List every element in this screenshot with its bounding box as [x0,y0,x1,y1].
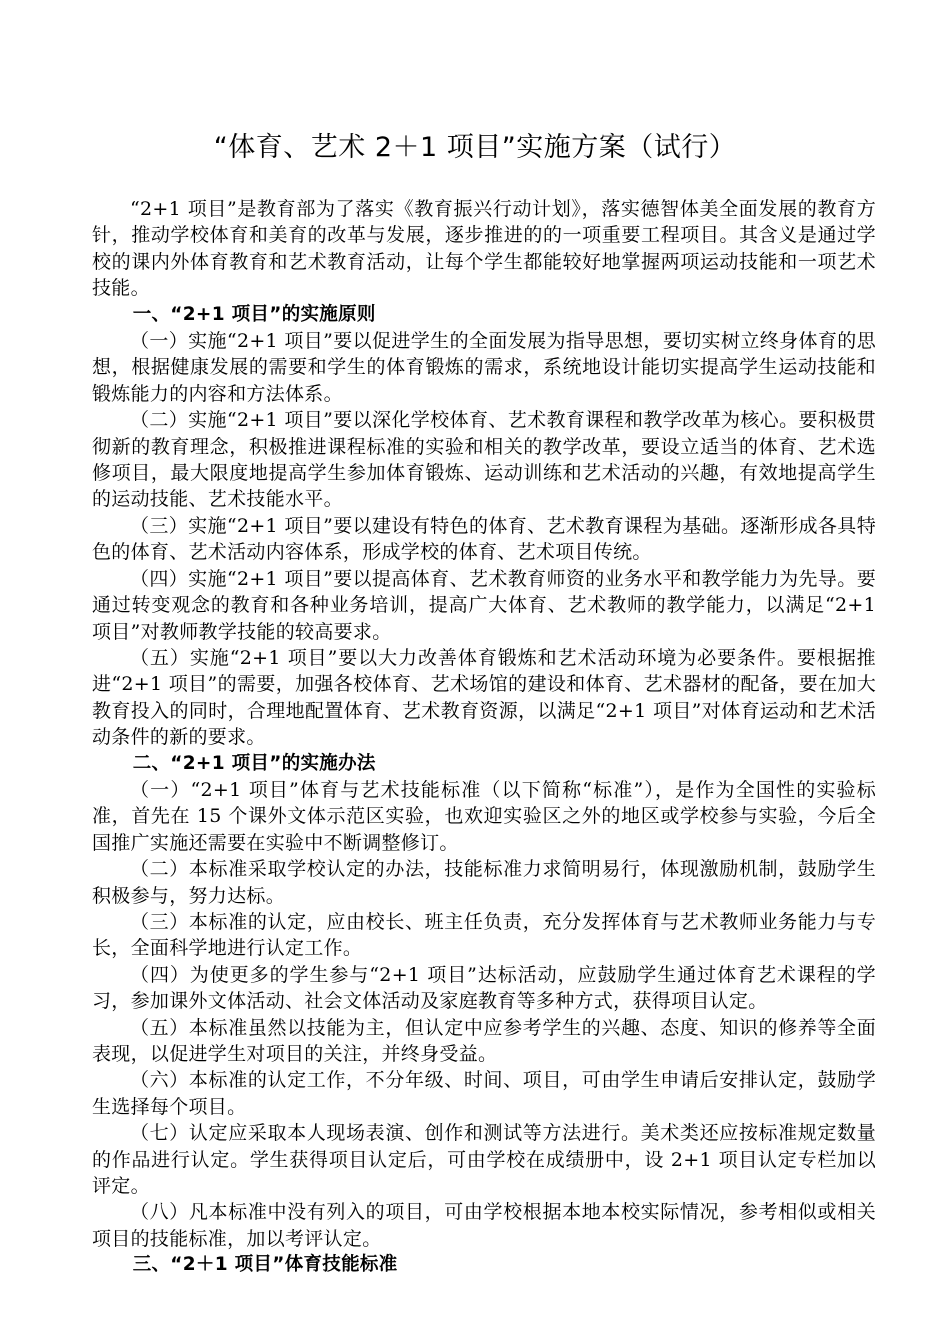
document-title: “体育、艺术 2＋1 项目”实施方案（试行） [213,132,737,163]
principle-paragraph: （二）实施“2+1 项目”要以深化学校体育、艺术教育课程和教学改革为核心。要积极贯彻新的教育理念，积极推进课程标准的实验和相关的教学改革，要设立适当的体育、艺术选修项目，最大限度地提高学生参加体育锻炼、运动训练和艺术活动的兴趣，有效地提高学生的运动技能、艺术技能水平。 [92,409,876,511]
intro-paragraph: “2+1 项目”是教育部为了落实《教育振兴行动计划》，落实德智体美全面发展的教育方针，推动学校体育和美育的改革与发展，逐步推进的的一项重要工程项目。其含义是通过学校的课内外体育教育和艺术教育活动，让每个学生都能较好地掌握两项运动技能和一项艺术技能。 [92,198,876,300]
method-paragraph: （四）为使更多的学生参与“2+1 项目”达标活动，应鼓励学生通过体育艺术课程的学习，参加课外文体活动、社会文体活动及家庭教育等多种方式，获得项目认定。 [92,963,876,1013]
principle-paragraph: （三）实施“2+1 项目”要以建设有特色的体育、艺术教育课程为基础。逐渐形成各具特色的体育、艺术活动内容体系，形成学校的体育、艺术项目传统。 [92,514,876,564]
principle-paragraph: （五）实施“2+1 项目”要以大力改善体育锻炼和艺术活动环境为必要条件。要根据推进“2+1 项目”的需要，加强各校体育、艺术场馆的建设和体育、艺术器材的配备，要在加大教育投入的同时，合理地配置体育、艺术教育资源，以满足“2+1 项目”对体育运动和艺术活动条件的新的要求。 [92,646,876,749]
principle-paragraph: （一）实施“2+1 项目”要以促进学生的全面发展为指导思想，要切实树立终身体育的思想，根据健康发展的需要和学生的体育锻炼的需求，系统地设计能切实提高学生运动技能和锻炼能力的内容和方法体系。 [92,330,876,405]
section-heading-methods: 二、“2+1 项目”的实施办法 [132,752,376,774]
method-paragraph: （三）本标准的认定，应由校长、班主任负责，充分发挥体育与艺术教师业务能力与专长，全面科学地进行认定工作。 [92,910,876,960]
section-heading-sports-standards: 三、“2＋1 项目”体育技能标准 [132,1254,398,1276]
section-heading-principles: 一、“2+1 项目”的实施原则 [132,303,376,325]
method-paragraph: （一）“2+1 项目”体育与艺术技能标准（以下简称“标准”），是作为全国性的实验标准，首先在 15 个课外文体示范区实验，也欢迎实验区之外的地区或学校参与实验，今后全国推广实施还需要在实验中不断调整修订。 [92,778,876,854]
document-body [92,196,876,1279]
method-paragraph: （五）本标准虽然以技能为主，但认定中应参考学生的兴趣、态度、知识的修养等全面表现，以促进学生对项目的关注，并终身受益。 [92,1016,876,1065]
method-paragraph: （二）本标准采取学校认定的办法，技能标准力求简明易行，体现激励机制，鼓励学生积极参与，努力达标。 [92,858,876,907]
method-paragraph: （七）认定应采取本人现场表演、创作和测试等方法进行。美术类还应按标准规定数量的作品进行认定。学生获得项目认定后，可由学校在成绩册中，设 2+1 项目认定专栏加以评定。 [92,1122,876,1198]
method-paragraph: （六）本标准的认定工作，不分年级、时间、项目，可由学生申请后安排认定，鼓励学生选择每个项目。 [92,1069,876,1118]
method-paragraph: （八）凡本标准中没有列入的项目，可由学校根据本地本校实际情况，参考相似或相关项目的技能标准，加以考评认定。 [92,1201,876,1250]
principle-paragraph: （四）实施“2+1 项目”要以提高体育、艺术教育师资的业务水平和教学能力为先导。要通过转变观念的教育和各种业务培训，提高广大体育、艺术教师的教学能力，以满足“2+1 项目”对教师教学技能的较高要求。 [92,567,876,643]
